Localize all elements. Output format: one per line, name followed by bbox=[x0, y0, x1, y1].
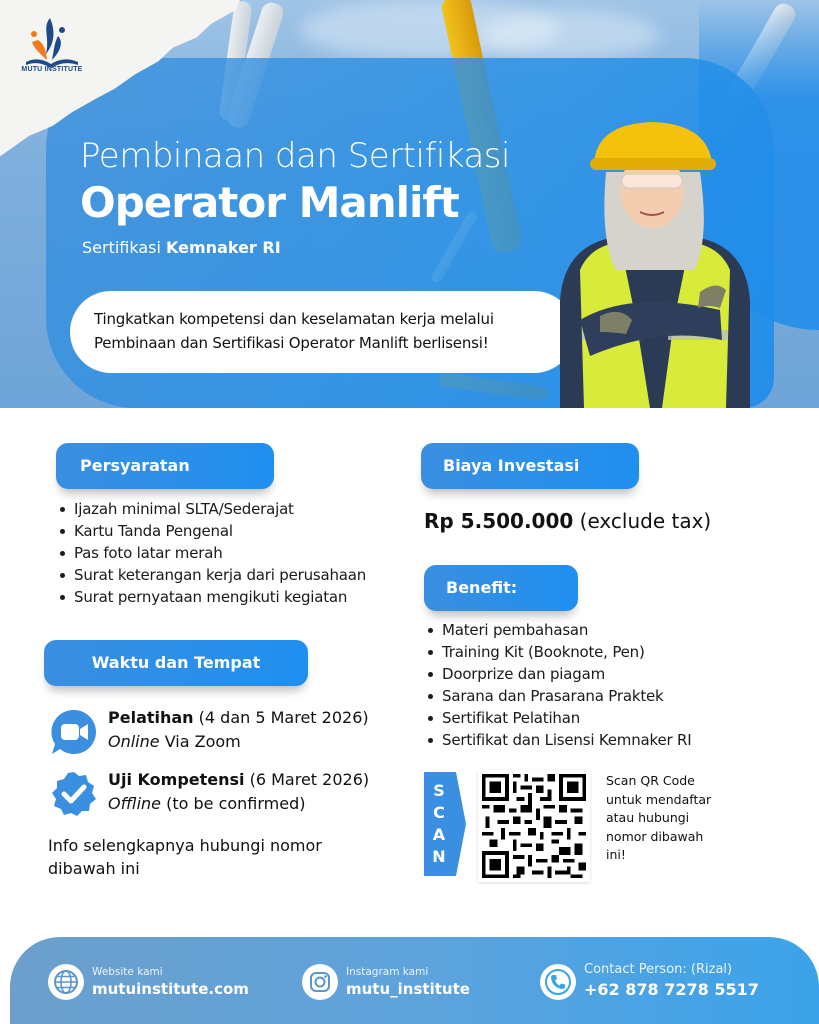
list-item: Training Kit (Booknote, Pen) bbox=[426, 641, 691, 663]
zoom-video-icon bbox=[50, 708, 98, 756]
hero-subtitle bbox=[82, 238, 281, 257]
event-date: (4 dan 5 Maret 2026) bbox=[193, 708, 369, 727]
event-competency-test bbox=[48, 768, 408, 820]
footer-contact[interactable] bbox=[540, 962, 780, 1002]
event-mode: Online bbox=[108, 732, 160, 751]
scan-letter: N bbox=[432, 847, 446, 866]
footer-website[interactable] bbox=[48, 962, 248, 1002]
event-title bbox=[108, 708, 369, 727]
event-name: Pelatihan bbox=[108, 708, 194, 727]
schedule-label-text: Waktu dan Tempat bbox=[91, 653, 261, 672]
worker-photo bbox=[550, 120, 760, 408]
event-name: Uji Kompetensi bbox=[108, 770, 245, 789]
price-value: Rp 5.500.000 bbox=[424, 509, 574, 533]
subtitle-prefix: Sertifikasi bbox=[82, 238, 167, 257]
instagram-icon bbox=[302, 964, 338, 1000]
event-place: Via Zoom bbox=[159, 732, 241, 751]
event-mode: Offline bbox=[108, 794, 162, 813]
list-item: Ijazah minimal SLTA/Sederajat bbox=[58, 498, 366, 520]
scan-letter: C bbox=[433, 803, 445, 822]
qr-caption: Scan QR Code untuk mendaftar atau hubungi nomor dibawah ini! bbox=[606, 773, 712, 862]
scan-label bbox=[424, 780, 454, 868]
hero-title-line2: Operator Manlift bbox=[80, 178, 459, 227]
list-item: Kartu Tanda Pengenal bbox=[58, 520, 366, 542]
globe-icon bbox=[48, 964, 84, 1000]
subtitle-bold: Kemnaker RI bbox=[166, 238, 281, 257]
investment-label bbox=[421, 443, 639, 489]
contact-phone[interactable]: +62 878 7278 5517 bbox=[584, 980, 759, 999]
tagline-line2: Pembinaan dan Sertifikasi Operator Manlift berlisensi! bbox=[94, 334, 489, 352]
requirements-label-text: Persyaratan bbox=[80, 456, 190, 475]
benefit-label-text: Benefit: bbox=[446, 578, 518, 597]
phone-icon bbox=[540, 964, 576, 1000]
contact-info-text: Info selengkapnya hubungi nomor dibawah ini bbox=[48, 836, 322, 878]
list-item: Pas foto latar merah bbox=[58, 542, 366, 564]
investment-label-text: Biaya Investasi bbox=[443, 456, 580, 475]
tagline-line1: Tingkatkan kompetensi dan keselamatan kerja melalui bbox=[94, 310, 494, 328]
benefit-label bbox=[424, 565, 578, 611]
list-item: Surat pernyataan mengikuti kegiatan bbox=[58, 586, 366, 608]
event-training bbox=[48, 706, 408, 758]
list-item: Sertifikat Pelatihan bbox=[426, 707, 691, 729]
verified-badge-icon bbox=[50, 770, 98, 818]
scan-letter: A bbox=[432, 825, 446, 844]
schedule-label bbox=[44, 640, 308, 686]
event-location bbox=[108, 794, 306, 813]
list-item: Doorprize dan piagam bbox=[426, 663, 691, 685]
event-place: (to be confirmed) bbox=[161, 794, 306, 813]
hero-tagline bbox=[70, 291, 575, 373]
scan-letter: S bbox=[433, 781, 445, 800]
price-note: (exclude tax) bbox=[573, 509, 712, 533]
list-item: Materi pembahasan bbox=[426, 619, 691, 641]
instagram-link[interactable]: mutu_institute bbox=[346, 980, 470, 998]
footer-instagram[interactable] bbox=[302, 962, 502, 1002]
event-title bbox=[108, 770, 369, 789]
investment-price bbox=[424, 509, 711, 533]
contact-label: Contact Person: (Rizal) bbox=[584, 962, 733, 977]
list-item: Sarana dan Prasarana Praktek bbox=[426, 685, 691, 707]
website-link[interactable]: mutuinstitute.com bbox=[92, 980, 249, 998]
instagram-label: Instagram kami bbox=[346, 966, 429, 978]
event-location bbox=[108, 732, 241, 751]
website-label: Website kami bbox=[92, 966, 163, 978]
requirements-list bbox=[58, 498, 366, 608]
registration-qr-code[interactable] bbox=[478, 770, 590, 882]
event-date: (6 Maret 2026) bbox=[244, 770, 370, 789]
list-item: Surat keterangan kerja dari perusahaan bbox=[58, 564, 366, 586]
logo-text: MUTU INSTITUTE bbox=[21, 66, 83, 73]
hero-bottom-edge bbox=[0, 408, 819, 428]
benefit-list bbox=[426, 619, 691, 751]
requirements-label bbox=[56, 443, 274, 489]
list-item: Sertifikat dan Lisensi Kemnaker RI bbox=[426, 729, 691, 751]
hero-title-line1: Pembinaan dan Sertifikasi bbox=[80, 136, 510, 176]
